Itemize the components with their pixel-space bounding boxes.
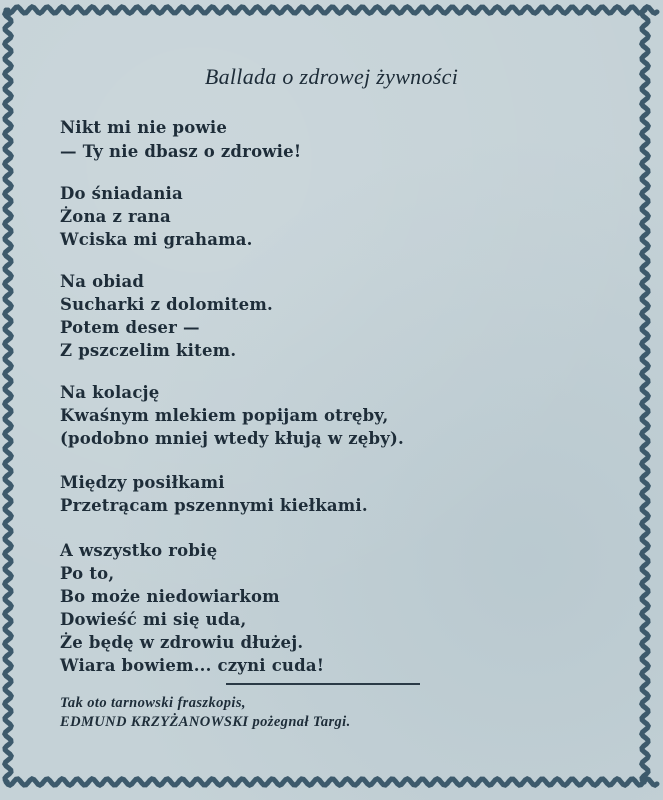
poem-line: Potem deser — [60, 318, 200, 337]
poem-line: Między posiłkami [60, 473, 225, 492]
poem-line: Na obiad [60, 272, 145, 291]
signature-line-2: EDMUND KRZYŻANOWSKI pożegnał Targi. [60, 714, 351, 730]
signature-line-1: Tak oto tarnowski fraszkopis, [60, 695, 246, 711]
poem-line: Dowieść mi się uda, [60, 610, 247, 629]
poem-line: A wszystko robię [60, 541, 218, 560]
poem-line: Na kolację [60, 383, 160, 402]
poem-title: Ballada o zdrowej żywności [204, 64, 459, 89]
poem-line: Żona z rana [60, 207, 171, 226]
poem-line: Bo może niedowiarkom [60, 587, 280, 606]
poem-line: (podobno mniej wtedy kłują w zęby). [60, 429, 404, 448]
poem-line: — Ty nie dbasz o zdrowie! [60, 142, 302, 161]
poem-line: Że będę w zdrowiu dłużej. [60, 633, 304, 652]
poem-line: Wiara bowiem... czyni cuda! [60, 656, 325, 675]
poem-line: Nikt mi nie powie [60, 118, 228, 137]
poem-line: Do śniadania [60, 184, 183, 203]
divider-rule [226, 683, 420, 685]
poem-line: Przetrącam pszennymi kiełkami. [60, 496, 368, 515]
poem-line: Sucharki z dolomitem. [60, 295, 273, 314]
poem-line: Wciska mi grahama. [60, 230, 253, 249]
poem-line: Kwaśnym mlekiem popijam otręby, [60, 406, 389, 425]
poem-line: Z pszczelim kitem. [60, 341, 237, 360]
poem-line: Po to, [60, 564, 115, 583]
